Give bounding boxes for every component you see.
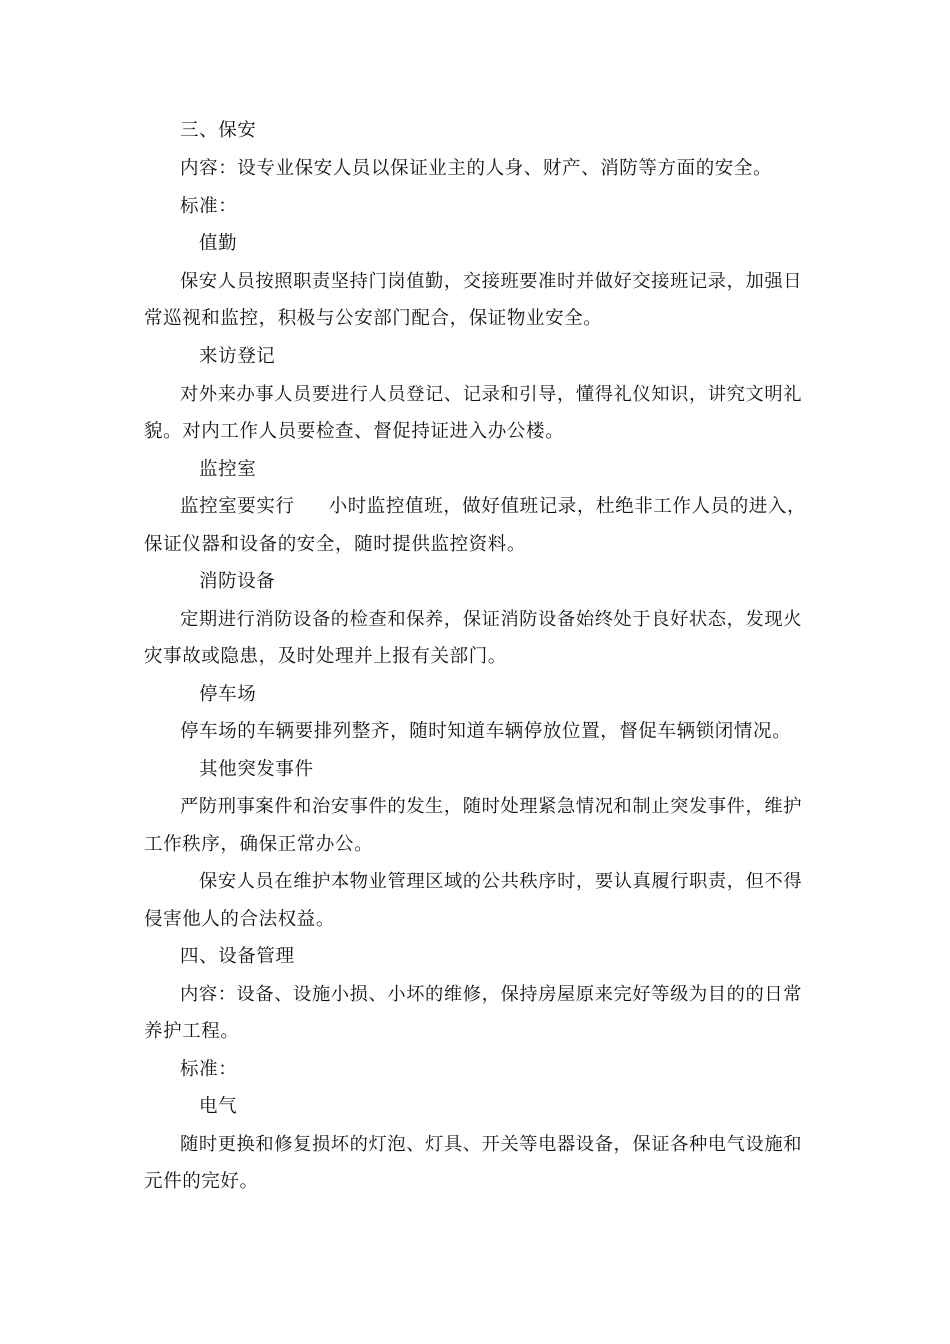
section-content-2: 养护工程。 (144, 1021, 240, 1042)
standard-label: 标准： (180, 1059, 238, 1080)
note-text-2: 侵害他人的合法权益。 (144, 909, 336, 930)
item-title-emergency: 其他突发事件 (199, 759, 314, 780)
item-text-duty-2: 常巡视和监控，积极与公安部门配合，保证物业安全。 (144, 308, 603, 329)
note-text-1: 保安人员在维护本物业管理区域的公共秩序时，要认真履行职责，但不得 (199, 871, 803, 892)
standard-label: 标准： (180, 196, 238, 217)
item-text-monitor-2: 保证仪器和设备的安全，随时提供监控资料。 (144, 534, 527, 555)
item-text-visitor-1: 对外来办事人员要进行人员登记、记录和引导，懂得礼仪知识，讲究文明礼 (180, 384, 803, 405)
item-text-electric-2: 元件的完好。 (144, 1171, 259, 1192)
item-text-fire-2: 灾事故或隐患，及时处理并上报有关部门。 (144, 646, 507, 667)
section-heading: 三、保安 (180, 120, 257, 141)
item-title-duty: 值勤 (199, 233, 238, 254)
section-heading: 四、设备管理 (180, 946, 295, 967)
item-text-emergency-2: 工作秩序，确保正常办公。 (144, 834, 374, 855)
section-content-1: 内容：设备、设施小损、小坏的维修，保持房屋原来完好等级为目的的日常 (180, 984, 803, 1005)
item-title-monitor: 监控室 (199, 459, 257, 480)
item-title-electric: 电气 (199, 1096, 238, 1117)
item-text-electric-1: 随时更换和修复损坏的灯泡、灯具、开关等电器设备，保证各种电气设施和 (180, 1134, 803, 1155)
item-title-visitor: 来访登记 (199, 346, 276, 367)
item-text-monitor-1 (180, 495, 806, 519)
item-text-visitor-2: 貌。对内工作人员要检查、督促持证进入办公楼。 (144, 421, 565, 442)
item-text-emergency-1: 严防刑事案件和治安事件的发生，随时处理紧急情况和制止突发事件，维护 (180, 796, 803, 817)
item-text-duty-1: 保安人员按照职责坚持门岗值勤，交接班要准时并做好交接班记录，加强日 (180, 271, 803, 292)
item-title-fire: 消防设备 (199, 571, 276, 592)
item-text-monitor-1b: 小时监控值班，做好值班记录，杜绝非工作人员的进入， (328, 496, 807, 517)
item-text-parking-1: 停车场的车辆要排列整齐，随时知道车辆停放位置，督促车辆锁闭情况。 (180, 721, 792, 742)
item-title-parking: 停车场 (199, 684, 257, 705)
section-content: 内容：设专业保安人员以保证业主的人身、财产、消防等方面的安全。 (180, 158, 773, 179)
item-text-monitor-1a: 监控室要实行 (180, 496, 295, 517)
item-text-fire-1: 定期进行消防设备的检查和保养，保证消防设备始终处于良好状态，发现火 (180, 609, 803, 630)
